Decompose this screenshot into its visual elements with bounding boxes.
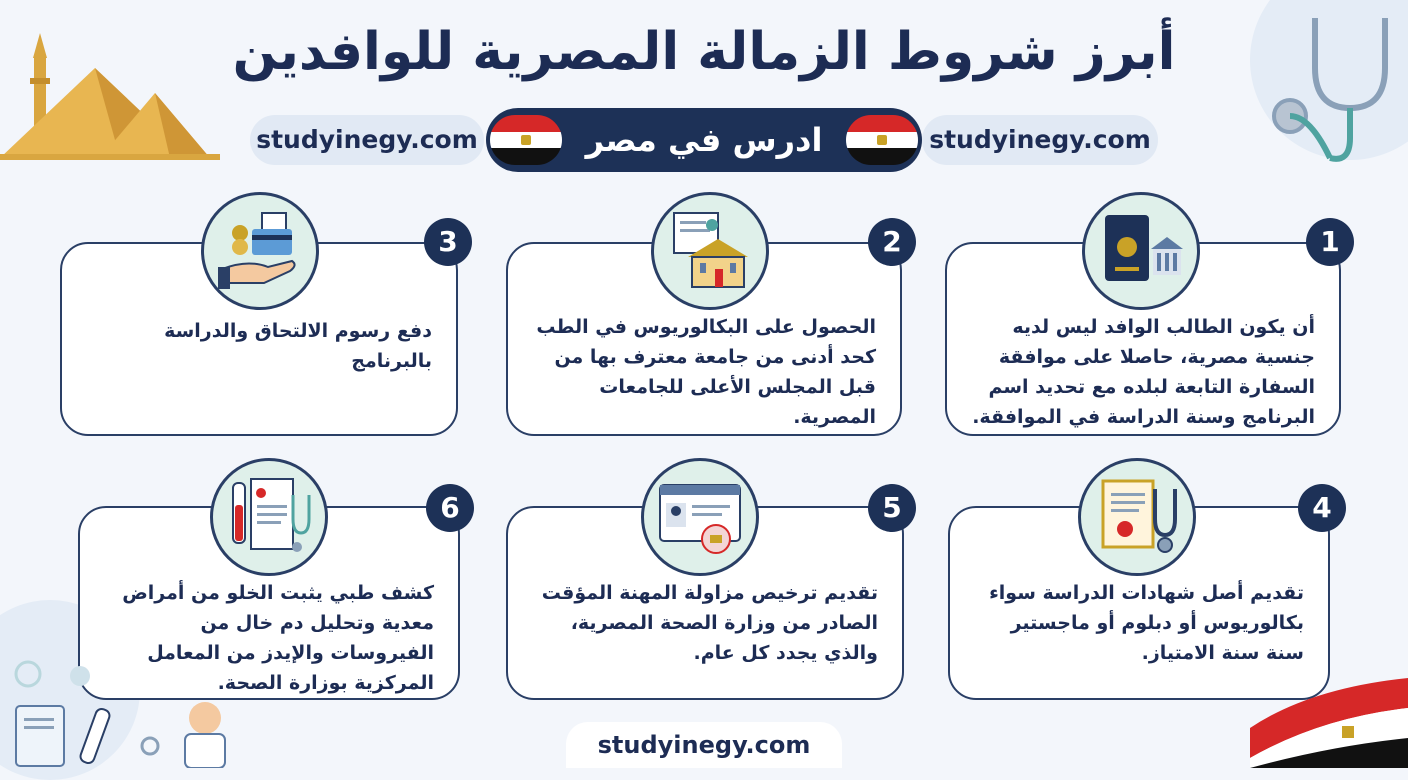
certificate-icon: [1078, 458, 1196, 576]
medical-items-icon: [10, 640, 230, 768]
egypt-flag-icon: [1250, 668, 1408, 768]
egypt-flag-icon: [846, 115, 918, 165]
medical-report-icon: [210, 458, 328, 576]
license-card-icon: [641, 458, 759, 576]
condition-text: أن يكون الطالب الوافد ليس لديه جنسية مصرية، حاصلا على موافقة السفارة التابعة لبلده مع تحديد اسم البرنامج وسنة الدراسة في الموافقة.: [972, 316, 1315, 428]
condition-text: تقديم أصل شهادات الدراسة سواء بكالوريوس أو دبلوم أو ماجستير سنة سنة الامتياز.: [989, 582, 1304, 664]
banner-label: ادرس في مصر: [585, 121, 823, 159]
site-link-right[interactable]: studyinegy.com: [922, 115, 1158, 165]
condition-text: كشف طبي يثبت الخلو من أمراض معدية وتحليل دم خال من الفيروسات والإيدز من المعامل المركزية بوزارة الصحة.: [122, 582, 434, 694]
step-number: 5: [868, 484, 916, 532]
condition-text: تقديم ترخيص مزاولة المهنة المؤقت الصادر من وزارة الصحة المصرية، والذي يجدد كل عام.: [541, 582, 878, 664]
egypt-flag-icon: [490, 115, 562, 165]
payment-icon: [201, 192, 319, 310]
step-number: 1: [1306, 218, 1354, 266]
condition-text: دفع رسوم الالتحاق والدراسة بالبرنامج: [164, 320, 432, 372]
passport-icon: [1082, 192, 1200, 310]
step-number: 3: [424, 218, 472, 266]
step-number: 4: [1298, 484, 1346, 532]
condition-text: الحصول على البكالوريوس في الطب كحد أدنى من جامعة معترف بها من قبل المجلس الأعلى للجامعات المصرية.: [536, 316, 876, 428]
page-title: أبرز شروط الزمالة المصرية للوافدين: [232, 22, 1176, 82]
university-icon: [651, 192, 769, 310]
study-in-egypt-banner: [486, 108, 922, 172]
step-number: 2: [868, 218, 916, 266]
step-number: 6: [426, 484, 474, 532]
footer-site-link[interactable]: studyinegy.com: [566, 722, 842, 768]
site-link-left[interactable]: studyinegy.com: [250, 115, 484, 165]
